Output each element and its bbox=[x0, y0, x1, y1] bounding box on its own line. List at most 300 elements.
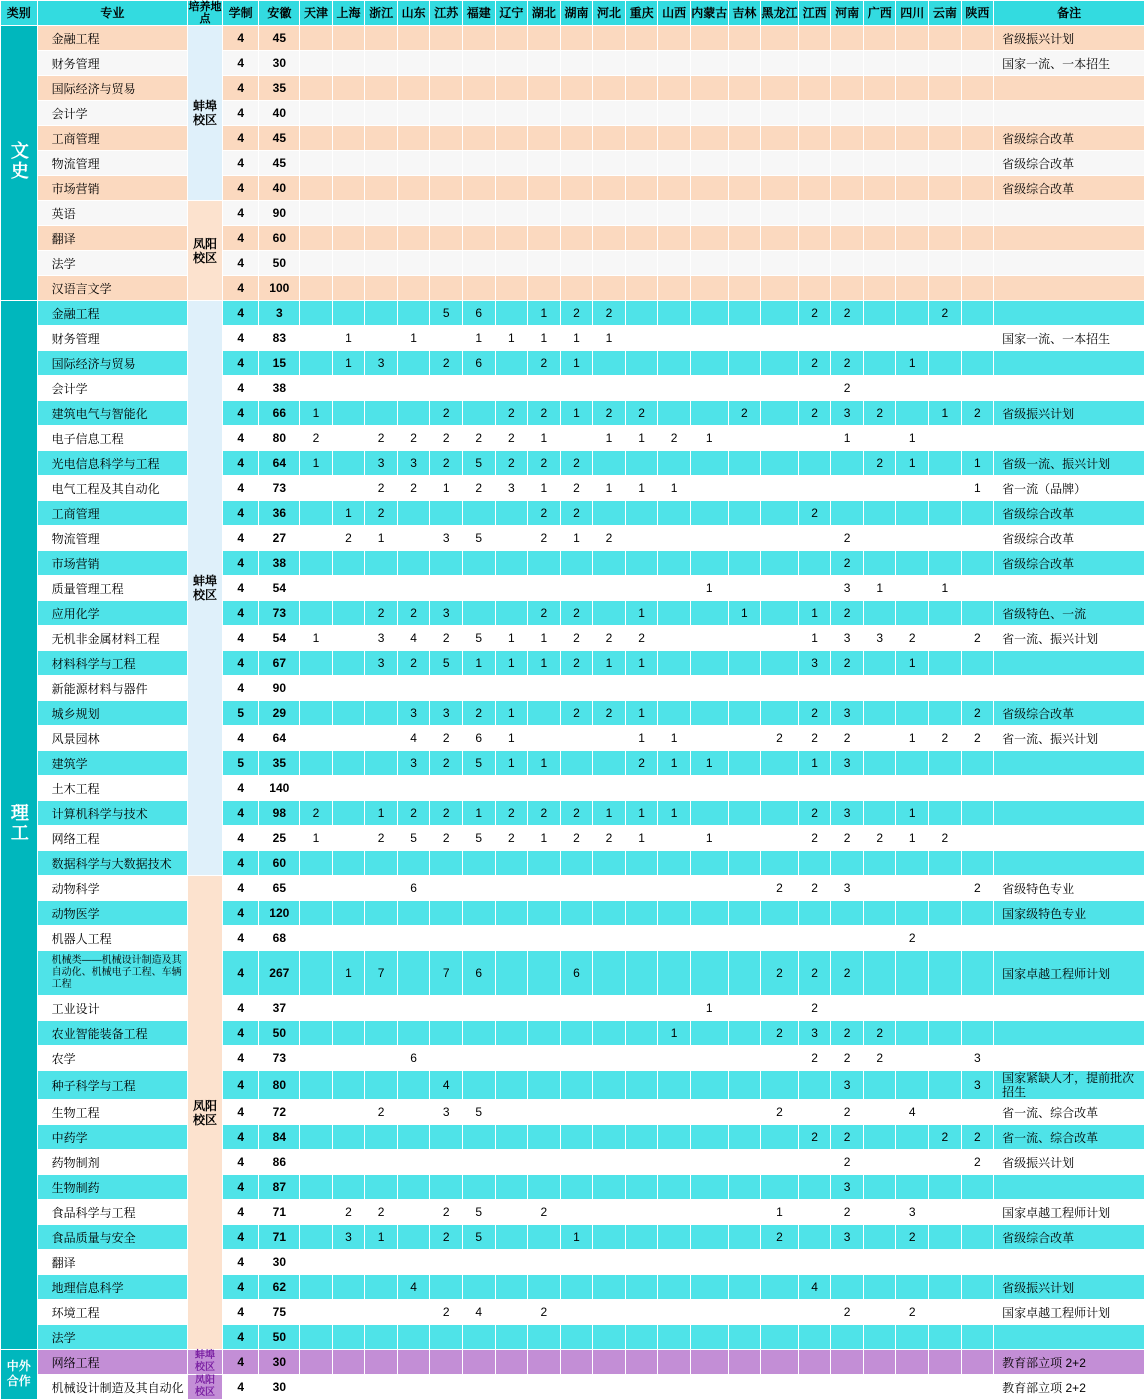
quota-内蒙古 bbox=[690, 1225, 728, 1250]
quota-天津 bbox=[300, 901, 333, 926]
quota-河北 bbox=[593, 1325, 626, 1350]
quota-山西 bbox=[658, 851, 691, 876]
quota-辽宁 bbox=[495, 251, 528, 276]
quota-福建 bbox=[462, 1150, 495, 1175]
quota-浙江 bbox=[365, 996, 398, 1021]
quota-福建 bbox=[462, 501, 495, 526]
quota-内蒙古: 1 bbox=[690, 996, 728, 1021]
quota-湖南 bbox=[560, 101, 593, 126]
quota-黑龙江 bbox=[761, 1071, 799, 1100]
quota-湖北 bbox=[528, 776, 561, 801]
quota-河南 bbox=[831, 451, 864, 476]
quota-福建 bbox=[462, 851, 495, 876]
table-row bbox=[1, 826, 1145, 851]
quota-黑龙江 bbox=[761, 1350, 799, 1375]
quota-天津 bbox=[300, 51, 333, 76]
quota-湖南 bbox=[560, 926, 593, 951]
remark-cell bbox=[994, 926, 1145, 951]
quota-江西: 4 bbox=[798, 1275, 831, 1300]
quota-河北 bbox=[593, 751, 626, 776]
quota-陕西 bbox=[961, 801, 994, 826]
quota-河北 bbox=[593, 376, 626, 401]
quota-四川 bbox=[896, 876, 929, 901]
quota-辽宁 bbox=[495, 126, 528, 151]
quota-浙江 bbox=[365, 701, 398, 726]
quota-anhui: 64 bbox=[259, 726, 300, 751]
major-name: 生物制药 bbox=[37, 1175, 188, 1200]
quota-天津 bbox=[300, 201, 333, 226]
quota-山西 bbox=[658, 451, 691, 476]
quota-河北 bbox=[593, 1150, 626, 1175]
quota-吉林 bbox=[728, 76, 761, 101]
quota-河南 bbox=[831, 1275, 864, 1300]
quota-云南 bbox=[929, 1350, 962, 1375]
quota-天津 bbox=[300, 1150, 333, 1175]
quota-黑龙江 bbox=[761, 651, 799, 676]
quota-辽宁: 1 bbox=[495, 726, 528, 751]
quota-anhui: 40 bbox=[259, 101, 300, 126]
major-name: 市场营销 bbox=[37, 176, 188, 201]
quota-河北 bbox=[593, 1350, 626, 1375]
quota-江苏 bbox=[430, 26, 463, 51]
quota-重庆 bbox=[625, 576, 658, 601]
quota-陕西 bbox=[961, 551, 994, 576]
quota-云南 bbox=[929, 76, 962, 101]
quota-辽宁: 3 bbox=[495, 476, 528, 501]
quota-湖北: 2 bbox=[528, 1200, 561, 1225]
quota-河北 bbox=[593, 201, 626, 226]
col-header-21: 河南 bbox=[831, 1, 864, 26]
quota-辽宁 bbox=[495, 551, 528, 576]
quota-四川 bbox=[896, 126, 929, 151]
quota-重庆 bbox=[625, 1046, 658, 1071]
quota-江苏 bbox=[430, 776, 463, 801]
quota-上海 bbox=[332, 1150, 365, 1175]
table-row bbox=[1, 326, 1145, 351]
major-name: 会计学 bbox=[37, 101, 188, 126]
quota-湖北 bbox=[528, 1175, 561, 1200]
quota-内蒙古 bbox=[690, 901, 728, 926]
quota-湖南 bbox=[560, 551, 593, 576]
quota-广西 bbox=[863, 751, 896, 776]
quota-江西 bbox=[798, 901, 831, 926]
major-name: 中药学 bbox=[37, 1125, 188, 1150]
quota-河北: 1 bbox=[593, 476, 626, 501]
quota-四川 bbox=[896, 476, 929, 501]
quota-江苏: 2 bbox=[430, 1300, 463, 1325]
quota-黑龙江 bbox=[761, 526, 799, 551]
quota-浙江: 2 bbox=[365, 1200, 398, 1225]
quota-吉林 bbox=[728, 426, 761, 451]
quota-江西: 1 bbox=[798, 751, 831, 776]
quota-四川 bbox=[896, 676, 929, 701]
major-name: 机械设计制造及其自动化 bbox=[37, 1375, 188, 1400]
quota-天津 bbox=[300, 226, 333, 251]
quota-浙江: 1 bbox=[365, 1225, 398, 1250]
quota-福建 bbox=[462, 1125, 495, 1150]
study-years: 4 bbox=[222, 676, 259, 701]
remark-cell bbox=[994, 851, 1145, 876]
col-header-8: 山东 bbox=[397, 1, 430, 26]
quota-重庆 bbox=[625, 301, 658, 326]
quota-福建 bbox=[462, 676, 495, 701]
quota-吉林 bbox=[728, 1150, 761, 1175]
major-name: 汉语言文学 bbox=[37, 276, 188, 301]
quota-天津: 2 bbox=[300, 801, 333, 826]
quota-湖南 bbox=[560, 151, 593, 176]
quota-湖南: 2 bbox=[560, 801, 593, 826]
quota-河北 bbox=[593, 551, 626, 576]
col-header-4: 安徽 bbox=[259, 1, 300, 26]
quota-辽宁: 2 bbox=[495, 801, 528, 826]
quota-河北 bbox=[593, 676, 626, 701]
quota-吉林 bbox=[728, 926, 761, 951]
quota-福建 bbox=[462, 551, 495, 576]
quota-黑龙江 bbox=[761, 626, 799, 651]
remark-cell bbox=[994, 676, 1145, 701]
quota-山东 bbox=[397, 226, 430, 251]
quota-山东: 5 bbox=[397, 826, 430, 851]
quota-云南 bbox=[929, 1100, 962, 1125]
quota-浙江 bbox=[365, 676, 398, 701]
quota-浙江: 2 bbox=[365, 601, 398, 626]
quota-anhui: 86 bbox=[259, 1150, 300, 1175]
quota-福建: 5 bbox=[462, 1100, 495, 1125]
quota-浙江: 2 bbox=[365, 501, 398, 526]
quota-福建: 6 bbox=[462, 951, 495, 996]
quota-anhui: 71 bbox=[259, 1200, 300, 1225]
quota-湖北 bbox=[528, 851, 561, 876]
remark-cell: 国家一流、一本招生 bbox=[994, 326, 1145, 351]
quota-江西 bbox=[798, 1300, 831, 1325]
quota-山西 bbox=[658, 676, 691, 701]
quota-山西 bbox=[658, 301, 691, 326]
quota-湖北 bbox=[528, 876, 561, 901]
study-years: 4 bbox=[222, 1071, 259, 1100]
major-name: 环境工程 bbox=[37, 1300, 188, 1325]
quota-山西 bbox=[658, 201, 691, 226]
study-years: 4 bbox=[222, 726, 259, 751]
quota-河北: 2 bbox=[593, 401, 626, 426]
quota-湖北 bbox=[528, 201, 561, 226]
quota-云南 bbox=[929, 751, 962, 776]
quota-浙江 bbox=[365, 226, 398, 251]
quota-河南: 2 bbox=[831, 1046, 864, 1071]
quota-广西 bbox=[863, 1100, 896, 1125]
quota-河南 bbox=[831, 851, 864, 876]
quota-广西 bbox=[863, 801, 896, 826]
table-row bbox=[1, 1021, 1145, 1046]
quota-四川 bbox=[896, 1325, 929, 1350]
quota-湖南: 1 bbox=[560, 401, 593, 426]
quota-天津 bbox=[300, 926, 333, 951]
quota-江苏: 3 bbox=[430, 1100, 463, 1125]
quota-湖北: 1 bbox=[528, 426, 561, 451]
quota-重庆: 1 bbox=[625, 801, 658, 826]
quota-山东 bbox=[397, 301, 430, 326]
quota-天津 bbox=[300, 851, 333, 876]
quota-天津 bbox=[300, 996, 333, 1021]
quota-黑龙江 bbox=[761, 826, 799, 851]
quota-四川 bbox=[896, 1250, 929, 1275]
major-name: 应用化学 bbox=[37, 601, 188, 626]
quota-吉林 bbox=[728, 1021, 761, 1046]
quota-山西 bbox=[658, 1071, 691, 1100]
quota-黑龙江 bbox=[761, 451, 799, 476]
quota-重庆: 1 bbox=[625, 426, 658, 451]
quota-内蒙古: 1 bbox=[690, 426, 728, 451]
quota-浙江 bbox=[365, 1175, 398, 1200]
quota-广西: 1 bbox=[863, 576, 896, 601]
quota-河南: 2 bbox=[831, 1021, 864, 1046]
quota-陕西 bbox=[961, 651, 994, 676]
quota-上海 bbox=[332, 476, 365, 501]
quota-云南 bbox=[929, 326, 962, 351]
remark-cell: 省级振兴计划 bbox=[994, 401, 1145, 426]
quota-上海 bbox=[332, 926, 365, 951]
remark-cell: 省级综合改革 bbox=[994, 701, 1145, 726]
table-row bbox=[1, 151, 1145, 176]
table-row bbox=[1, 476, 1145, 501]
quota-anhui: 120 bbox=[259, 901, 300, 926]
quota-湖北 bbox=[528, 51, 561, 76]
table-row bbox=[1, 401, 1145, 426]
remark-cell bbox=[994, 276, 1145, 301]
quota-天津 bbox=[300, 1125, 333, 1150]
quota-江西 bbox=[798, 426, 831, 451]
quota-anhui: 66 bbox=[259, 401, 300, 426]
remark-cell: 省一流、综合改革 bbox=[994, 1125, 1145, 1150]
quota-天津 bbox=[300, 576, 333, 601]
quota-江西 bbox=[798, 151, 831, 176]
remark-cell bbox=[994, 226, 1145, 251]
quota-河南: 2 bbox=[831, 1200, 864, 1225]
major-name: 机械类——机械设计制造及其自动化、机械电子工程、车辆工程 bbox=[37, 951, 188, 996]
quota-山东 bbox=[397, 401, 430, 426]
quota-江西: 2 bbox=[798, 801, 831, 826]
quota-anhui: 100 bbox=[259, 276, 300, 301]
remark-cell: 省级综合改革 bbox=[994, 151, 1145, 176]
major-name: 生物工程 bbox=[37, 1100, 188, 1125]
quota-湖北 bbox=[528, 1325, 561, 1350]
quota-内蒙古 bbox=[690, 926, 728, 951]
quota-浙江 bbox=[365, 76, 398, 101]
quota-山西 bbox=[658, 226, 691, 251]
quota-福建 bbox=[462, 876, 495, 901]
category-label: 理工 bbox=[8, 802, 29, 843]
quota-浙江 bbox=[365, 151, 398, 176]
table-row bbox=[1, 1250, 1145, 1275]
quota-四川: 1 bbox=[896, 726, 929, 751]
table-row bbox=[1, 1200, 1145, 1225]
quota-陕西 bbox=[961, 526, 994, 551]
quota-河北: 1 bbox=[593, 651, 626, 676]
quota-四川 bbox=[896, 1021, 929, 1046]
quota-上海 bbox=[332, 301, 365, 326]
quota-辽宁 bbox=[495, 1175, 528, 1200]
quota-江苏: 4 bbox=[430, 1071, 463, 1100]
study-years: 4 bbox=[222, 251, 259, 276]
remark-cell bbox=[994, 776, 1145, 801]
quota-四川 bbox=[896, 401, 929, 426]
campus-cell: 凤阳 校区 bbox=[188, 1375, 223, 1400]
quota-山东 bbox=[397, 551, 430, 576]
quota-广西: 2 bbox=[863, 451, 896, 476]
quota-四川 bbox=[896, 501, 929, 526]
study-years: 4 bbox=[222, 151, 259, 176]
quota-黑龙江: 2 bbox=[761, 1225, 799, 1250]
quota-anhui: 73 bbox=[259, 601, 300, 626]
table-row bbox=[1, 751, 1145, 776]
quota-浙江 bbox=[365, 1046, 398, 1071]
quota-内蒙古 bbox=[690, 1175, 728, 1200]
quota-江苏 bbox=[430, 1175, 463, 1200]
quota-河北: 2 bbox=[593, 826, 626, 851]
quota-上海: 3 bbox=[332, 1225, 365, 1250]
quota-河南 bbox=[831, 26, 864, 51]
quota-广西: 3 bbox=[863, 626, 896, 651]
quota-河南: 3 bbox=[831, 1071, 864, 1100]
quota-山西 bbox=[658, 701, 691, 726]
remark-cell: 省级综合改革 bbox=[994, 526, 1145, 551]
quota-辽宁 bbox=[495, 1125, 528, 1150]
major-name: 农业智能装备工程 bbox=[37, 1021, 188, 1046]
col-header-15: 重庆 bbox=[625, 1, 658, 26]
quota-广西 bbox=[863, 996, 896, 1021]
quota-吉林: 2 bbox=[728, 401, 761, 426]
quota-江西 bbox=[798, 251, 831, 276]
quota-河北 bbox=[593, 726, 626, 751]
quota-江西 bbox=[798, 1250, 831, 1275]
quota-湖北 bbox=[528, 276, 561, 301]
quota-云南 bbox=[929, 426, 962, 451]
study-years: 4 bbox=[222, 996, 259, 1021]
quota-湖南 bbox=[560, 676, 593, 701]
quota-河北 bbox=[593, 901, 626, 926]
quota-内蒙古 bbox=[690, 1325, 728, 1350]
table-row bbox=[1, 676, 1145, 701]
quota-上海 bbox=[332, 451, 365, 476]
quota-内蒙古 bbox=[690, 51, 728, 76]
quota-云南: 2 bbox=[929, 301, 962, 326]
major-name: 机器人工程 bbox=[37, 926, 188, 951]
quota-上海 bbox=[332, 251, 365, 276]
quota-云南 bbox=[929, 1325, 962, 1350]
quota-广西 bbox=[863, 376, 896, 401]
quota-山东 bbox=[397, 101, 430, 126]
quota-山东 bbox=[397, 1125, 430, 1150]
col-header-11: 辽宁 bbox=[495, 1, 528, 26]
quota-河北: 1 bbox=[593, 426, 626, 451]
quota-湖南: 6 bbox=[560, 951, 593, 996]
quota-山西 bbox=[658, 376, 691, 401]
quota-云南 bbox=[929, 876, 962, 901]
quota-内蒙古 bbox=[690, 26, 728, 51]
quota-湖南 bbox=[560, 726, 593, 751]
quota-黑龙江: 2 bbox=[761, 876, 799, 901]
quota-山东: 4 bbox=[397, 626, 430, 651]
quota-浙江 bbox=[365, 576, 398, 601]
quota-湖南 bbox=[560, 1125, 593, 1150]
quota-河南: 3 bbox=[831, 701, 864, 726]
quota-吉林 bbox=[728, 826, 761, 851]
quota-辽宁 bbox=[495, 851, 528, 876]
study-years: 4 bbox=[222, 201, 259, 226]
quota-山东 bbox=[397, 951, 430, 996]
quota-广西 bbox=[863, 76, 896, 101]
quota-四川: 2 bbox=[896, 626, 929, 651]
quota-四川: 1 bbox=[896, 451, 929, 476]
study-years: 4 bbox=[222, 1250, 259, 1275]
quota-重庆: 2 bbox=[625, 401, 658, 426]
quota-云南 bbox=[929, 1175, 962, 1200]
quota-浙江 bbox=[365, 1300, 398, 1325]
quota-河南: 2 bbox=[831, 1125, 864, 1150]
major-name: 建筑学 bbox=[37, 751, 188, 776]
major-name: 翻译 bbox=[37, 226, 188, 251]
remark-cell: 教育部立项 2+2 bbox=[994, 1350, 1145, 1375]
quota-内蒙古 bbox=[690, 1350, 728, 1375]
table-row bbox=[1, 226, 1145, 251]
quota-山西 bbox=[658, 1100, 691, 1125]
major-name: 工业设计 bbox=[37, 996, 188, 1021]
quota-河北 bbox=[593, 101, 626, 126]
study-years: 4 bbox=[222, 426, 259, 451]
quota-重庆 bbox=[625, 276, 658, 301]
quota-黑龙江 bbox=[761, 301, 799, 326]
remark-cell: 省一流、综合改革 bbox=[994, 1100, 1145, 1125]
quota-福建: 5 bbox=[462, 626, 495, 651]
quota-山西: 1 bbox=[658, 801, 691, 826]
quota-云南 bbox=[929, 251, 962, 276]
table-row bbox=[1, 626, 1145, 651]
quota-江苏 bbox=[430, 226, 463, 251]
quota-湖南 bbox=[560, 901, 593, 926]
remark-cell: 教育部立项 2+2 bbox=[994, 1375, 1145, 1400]
quota-山西 bbox=[658, 1225, 691, 1250]
quota-山西 bbox=[658, 876, 691, 901]
quota-吉林 bbox=[728, 901, 761, 926]
quota-河南 bbox=[831, 276, 864, 301]
quota-湖南 bbox=[560, 1275, 593, 1300]
quota-陕西: 2 bbox=[961, 401, 994, 426]
quota-上海: 1 bbox=[332, 501, 365, 526]
quota-四川 bbox=[896, 526, 929, 551]
quota-河南 bbox=[831, 776, 864, 801]
quota-山东 bbox=[397, 76, 430, 101]
quota-河北 bbox=[593, 996, 626, 1021]
quota-浙江 bbox=[365, 776, 398, 801]
quota-浙江 bbox=[365, 876, 398, 901]
quota-重庆 bbox=[625, 51, 658, 76]
quota-内蒙古 bbox=[690, 726, 728, 751]
quota-内蒙古 bbox=[690, 1250, 728, 1275]
quota-浙江 bbox=[365, 326, 398, 351]
quota-湖北 bbox=[528, 101, 561, 126]
quota-重庆 bbox=[625, 101, 658, 126]
quota-河南: 3 bbox=[831, 401, 864, 426]
quota-吉林 bbox=[728, 1100, 761, 1125]
quota-湖北: 2 bbox=[528, 501, 561, 526]
quota-河南: 2 bbox=[831, 1100, 864, 1125]
quota-山东 bbox=[397, 1300, 430, 1325]
quota-江苏 bbox=[430, 251, 463, 276]
quota-浙江 bbox=[365, 1071, 398, 1100]
quota-山西 bbox=[658, 951, 691, 996]
quota-重庆 bbox=[625, 526, 658, 551]
quota-江西 bbox=[798, 551, 831, 576]
major-name: 财务管理 bbox=[37, 326, 188, 351]
